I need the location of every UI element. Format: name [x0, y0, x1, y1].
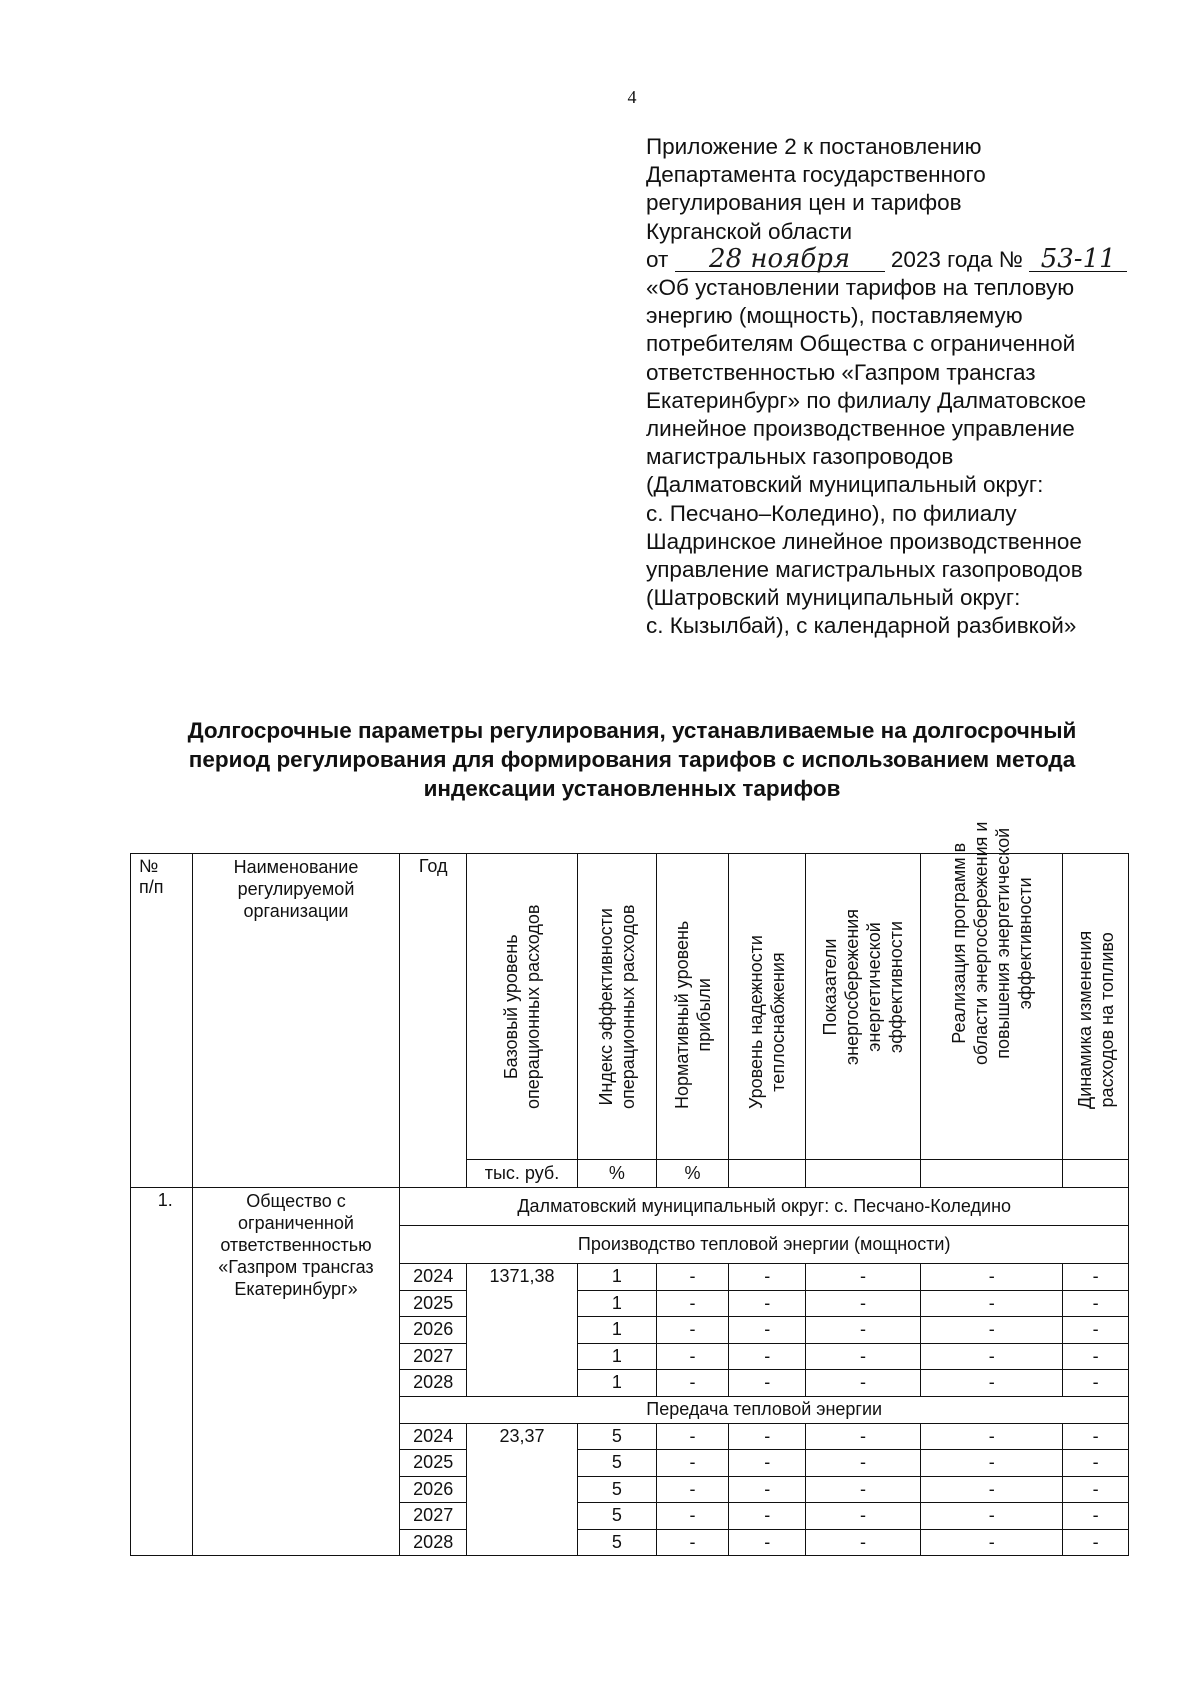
- appendix-date-line: [646, 243, 1166, 274]
- header-line: Уровень надежности: [746, 935, 767, 1109]
- year-cell: 2027: [400, 1343, 467, 1370]
- profit-cell: -: [656, 1317, 729, 1344]
- programs-cell: -: [921, 1290, 1063, 1317]
- header-line: области энергосбережения и: [970, 821, 991, 1065]
- header-energy: [806, 854, 921, 1160]
- eff-cell: 5: [578, 1529, 657, 1556]
- fuel-cell: -: [1063, 1343, 1129, 1370]
- unit-eff: %: [578, 1160, 657, 1188]
- fuel-cell: -: [1063, 1370, 1129, 1397]
- energy-cell: -: [806, 1264, 921, 1291]
- header-line: Базовый уровень: [501, 934, 521, 1080]
- unit-empty: [921, 1160, 1063, 1188]
- energy-cell: -: [806, 1423, 921, 1450]
- appendix-line: «Об установлении тарифов на тепловую: [646, 275, 1075, 301]
- appendix-line: Приложение 2 к постановлению: [646, 134, 982, 159]
- date-prefix: от: [646, 246, 669, 272]
- header-line: расходов на топливо: [1096, 932, 1117, 1108]
- title-line: индексации установленных тарифов: [423, 776, 841, 801]
- header-line: Нормативный уровень: [671, 920, 692, 1109]
- fuel-cell: -: [1063, 1529, 1129, 1556]
- row-number: 1.: [131, 1188, 193, 1556]
- profit-cell: -: [656, 1476, 729, 1503]
- header-name: [192, 854, 400, 1188]
- document-title: [130, 716, 1134, 803]
- base-cost-cell: 1371,38: [467, 1264, 578, 1397]
- eff-cell: 5: [578, 1423, 657, 1450]
- year-cell: 2027: [400, 1503, 467, 1530]
- appendix-line: ответственностью «Газпром трансгаз: [646, 359, 1036, 385]
- profit-cell: -: [656, 1529, 729, 1556]
- eff-cell: 5: [578, 1450, 657, 1477]
- reliability-cell: -: [729, 1450, 806, 1477]
- fuel-cell: -: [1063, 1423, 1129, 1450]
- org-line: «Газпром трансгаз: [218, 1257, 374, 1277]
- eff-cell: 1: [578, 1317, 657, 1344]
- reliability-cell: -: [729, 1317, 806, 1344]
- unit-empty: [729, 1160, 806, 1188]
- reliability-cell: -: [729, 1503, 806, 1530]
- header-reliability-text: [745, 935, 789, 1109]
- eff-cell: 5: [578, 1503, 657, 1530]
- unit-base: тыс. руб.: [467, 1160, 578, 1188]
- organization-name: [192, 1188, 400, 1556]
- programs-cell: -: [921, 1343, 1063, 1370]
- year-cell: 2025: [400, 1450, 467, 1477]
- title-line: период регулирования для формирования тарифов с использованием метода: [188, 747, 1076, 772]
- programs-cell: -: [921, 1450, 1063, 1477]
- programs-cell: -: [921, 1370, 1063, 1397]
- year-cell: 2028: [400, 1370, 467, 1397]
- unit-empty: [806, 1160, 921, 1188]
- year-cell: 2026: [400, 1317, 467, 1344]
- section-name: Производство тепловой энергии (мощности): [400, 1226, 1129, 1264]
- eff-cell: 5: [578, 1476, 657, 1503]
- org-line: Екатеринбург»: [234, 1279, 358, 1299]
- org-line: Общество с: [246, 1191, 346, 1211]
- reliability-cell: -: [729, 1370, 806, 1397]
- programs-cell: -: [921, 1264, 1063, 1291]
- header-line: прибыли: [693, 978, 714, 1052]
- programs-cell: -: [921, 1423, 1063, 1450]
- header-num-line: п/п: [139, 877, 164, 897]
- year-cell: 2024: [400, 1423, 467, 1450]
- profit-cell: -: [656, 1290, 729, 1317]
- year-cell: 2025: [400, 1290, 467, 1317]
- profit-cell: -: [656, 1370, 729, 1397]
- reliability-cell: -: [729, 1529, 806, 1556]
- header-base-text: [500, 905, 544, 1110]
- appendix-line: (Шатровский муниципальный округ:: [646, 585, 1021, 611]
- header-programs-text: [948, 822, 1036, 1065]
- header-fuel-text: [1074, 931, 1118, 1109]
- district-row: [131, 1188, 1129, 1226]
- header-reliability: [729, 854, 806, 1160]
- header-name-line: регулируемой: [237, 879, 355, 899]
- header-year: Год: [400, 854, 467, 1188]
- programs-cell: -: [921, 1317, 1063, 1344]
- header-line: эффективности: [1014, 877, 1035, 1010]
- unit-profit: %: [656, 1160, 729, 1188]
- energy-cell: -: [806, 1317, 921, 1344]
- header-base: [467, 854, 578, 1160]
- header-line: Реализация программ в: [948, 842, 969, 1044]
- handwritten-number: 53-11: [1029, 247, 1127, 272]
- header-name-line: Наименование: [233, 857, 359, 877]
- header-line: Индекс эффективности: [595, 908, 616, 1106]
- header-line: операционных расходов: [617, 904, 638, 1109]
- appendix-block: [646, 133, 1166, 641]
- district-name: Далматовский муниципальный округ: с. Песчано-Коледино: [400, 1188, 1129, 1226]
- profit-cell: -: [656, 1503, 729, 1530]
- eff-cell: 1: [578, 1370, 657, 1397]
- header-line: Динамика изменения: [1074, 930, 1095, 1109]
- base-cost-cell: 23,37: [467, 1423, 578, 1556]
- header-profit-text: [671, 921, 715, 1109]
- appendix-line: энергию (мощность), поставляемую: [646, 303, 1023, 329]
- org-line: ответственностью: [220, 1235, 372, 1255]
- header-line: повышения энергетической: [992, 827, 1013, 1059]
- header-line: Показатели: [820, 938, 841, 1036]
- profit-cell: -: [656, 1264, 729, 1291]
- fuel-cell: -: [1063, 1317, 1129, 1344]
- energy-cell: -: [806, 1370, 921, 1397]
- energy-cell: -: [806, 1476, 921, 1503]
- fuel-cell: -: [1063, 1476, 1129, 1503]
- reliability-cell: -: [729, 1264, 806, 1291]
- appendix-line: Шадринское линейное производственное: [646, 528, 1082, 554]
- header-line: операционных расходов: [523, 904, 543, 1109]
- energy-cell: -: [806, 1343, 921, 1370]
- energy-cell: -: [806, 1290, 921, 1317]
- date-year: 2023 года №: [890, 246, 1023, 272]
- appendix-line: Курганской области: [646, 218, 853, 244]
- appendix-line: Екатеринбург» по филиалу Далматовское: [646, 387, 1087, 413]
- programs-cell: -: [921, 1503, 1063, 1530]
- page-number: 4: [627, 87, 637, 107]
- energy-cell: -: [806, 1450, 921, 1477]
- header-line: эффективности: [886, 920, 907, 1053]
- profit-cell: -: [656, 1343, 729, 1370]
- section-name: Передача тепловой энергии: [400, 1396, 1129, 1423]
- year-cell: 2024: [400, 1264, 467, 1291]
- programs-cell: -: [921, 1476, 1063, 1503]
- reliability-cell: -: [729, 1343, 806, 1370]
- eff-cell: 1: [578, 1290, 657, 1317]
- unit-empty: [1063, 1160, 1129, 1188]
- appendix-line: с. Кызылбай), с календарной разбивкой»: [646, 613, 1077, 639]
- header-num: [131, 854, 193, 1188]
- header-profit: [656, 854, 729, 1160]
- appendix-line: (Далматовский муниципальный округ:: [646, 472, 1044, 498]
- appendix-line: с. Песчано–Коледино), по филиалу: [646, 500, 1017, 526]
- header-line: энергосбережения: [842, 908, 863, 1065]
- header-line: энергетической: [864, 922, 885, 1052]
- parameters-table: [130, 821, 1129, 1556]
- appendix-line: линейное производственное управление: [646, 416, 1075, 442]
- appendix-line: магистральных газопроводов: [646, 444, 954, 470]
- energy-cell: -: [806, 1529, 921, 1556]
- profit-cell: -: [656, 1423, 729, 1450]
- header-fuel: [1063, 854, 1129, 1160]
- header-eff-index: [578, 854, 657, 1160]
- header-num-line: №: [139, 856, 159, 876]
- reliability-cell: -: [729, 1290, 806, 1317]
- handwritten-date: 28 ноября: [675, 247, 885, 272]
- header-energy-text: [819, 909, 907, 1065]
- fuel-cell: -: [1063, 1450, 1129, 1477]
- appendix-line: регулирования цен и тарифов: [646, 190, 962, 216]
- header-line: теплоснабжения: [768, 952, 789, 1092]
- eff-cell: 1: [578, 1264, 657, 1291]
- header-programs: [921, 821, 1063, 1160]
- programs-cell: -: [921, 1529, 1063, 1556]
- energy-cell: -: [806, 1503, 921, 1530]
- title-line: Долгосрочные параметры регулирования, устанавливаемые на долгосрочный: [187, 718, 1077, 743]
- eff-cell: 1: [578, 1343, 657, 1370]
- fuel-cell: -: [1063, 1264, 1129, 1291]
- year-cell: 2026: [400, 1476, 467, 1503]
- appendix-line: потребителям Общества с ограниченной: [646, 331, 1076, 357]
- appendix-line: Департамента государственного: [646, 162, 986, 188]
- fuel-cell: -: [1063, 1290, 1129, 1317]
- org-line: ограниченной: [238, 1213, 354, 1233]
- header-eff-text: [595, 905, 639, 1110]
- table-header-row: [131, 854, 1129, 1160]
- header-name-line: организации: [243, 901, 349, 921]
- fuel-cell: -: [1063, 1503, 1129, 1530]
- year-cell: 2028: [400, 1529, 467, 1556]
- reliability-cell: -: [729, 1476, 806, 1503]
- profit-cell: -: [656, 1450, 729, 1477]
- reliability-cell: -: [729, 1423, 806, 1450]
- appendix-line: управление магистральных газопроводов: [646, 557, 1083, 583]
